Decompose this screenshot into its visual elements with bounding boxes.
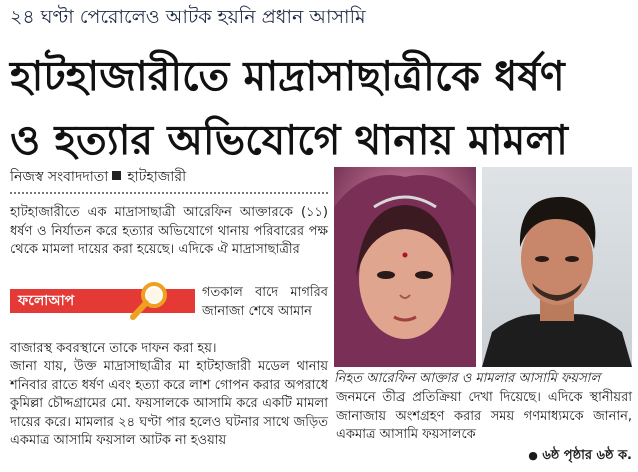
continued-text: ৬ষ্ঠ পৃষ্ঠার ৬ষ্ঠ ক. (542, 448, 632, 463)
byline-reporter: নিজস্ব সংবাদদাতা (10, 169, 109, 185)
photo-caption: নিহত আরেফিন আক্তার ও মামলার আসামি ফয়সাল (334, 371, 601, 386)
accused-portrait-illustration (482, 167, 632, 367)
headline-line-2: ও হত্যার অভিযোগে থানায় মামলা (10, 116, 568, 164)
headline-line-1: হাটহাজারীতে মাদ্রাসাছাত্রীকে ধর্ষণ (10, 52, 565, 100)
headline (10, 44, 630, 172)
square-bullet-icon (112, 171, 121, 180)
paragraph-1-end: বাজারস্থ কবরস্থানে তাকে দাফন করা হয়। (10, 341, 217, 356)
magnifier-icon (128, 279, 172, 323)
byline-place: হাটহাজারী (127, 169, 187, 185)
paragraph-1: হাটহাজারীতে এক মাদ্রাসাছাত্রী আরেফিন আক্তারকে (১১) ধর্ষণ ও নির্যাতন করে হত্যার অভিযোগে থানায় পরিবারের পক্ষ থেকে মামলা দায়ের করা হয়েছে। এদিকে ঐ মাদ্রাসাছাত্রীর (10, 205, 328, 257)
victim-portrait-illustration (334, 167, 476, 367)
bullet-icon: ● (528, 449, 538, 462)
byline-divider (10, 192, 328, 194)
continued-note (500, 446, 632, 466)
byline (10, 167, 328, 187)
paragraph-3: জনমনে তীব্র প্রতিক্রিয়া দেখা দিয়েছে। এদিকে স্থানীয়রা জানাজায় অংশগ্রহণ করার সময় গণমাধ্যমকে জানান, একমাত্র আসামি ফয়সালকে (336, 390, 632, 442)
kicker: ২৪ ঘণ্টা পেরোলেও আটক হয়নি প্রধান আসামি (10, 6, 366, 28)
followup-label: ফলোআপ (18, 293, 75, 309)
paragraph-2: জানা যায়, উক্ত মাদ্রাসাছাত্রীর মা হাটহাজারী মডেল থানায় শনিবার রাতে ধর্ষণ এবং হত্যা করে লাশ গোপন করার অপরাধে কুমিল্লা চৌদ্দগ্রামের মো. ফয়সালকে আসামি করে একটি মামলা দায়ের করে। মামলার ২৪ ঘণ্টা পার হলেও ঘটনার সাথে জড়িত একমাত্র আসামি ফয়সাল আটক না হওয়ায় (10, 359, 328, 448)
accused-photo (482, 167, 632, 367)
victim-photo (334, 167, 476, 367)
paragraph-1-side: গতকাল বাদে মাগরিব জানাজা শেষে আমান (202, 285, 328, 319)
